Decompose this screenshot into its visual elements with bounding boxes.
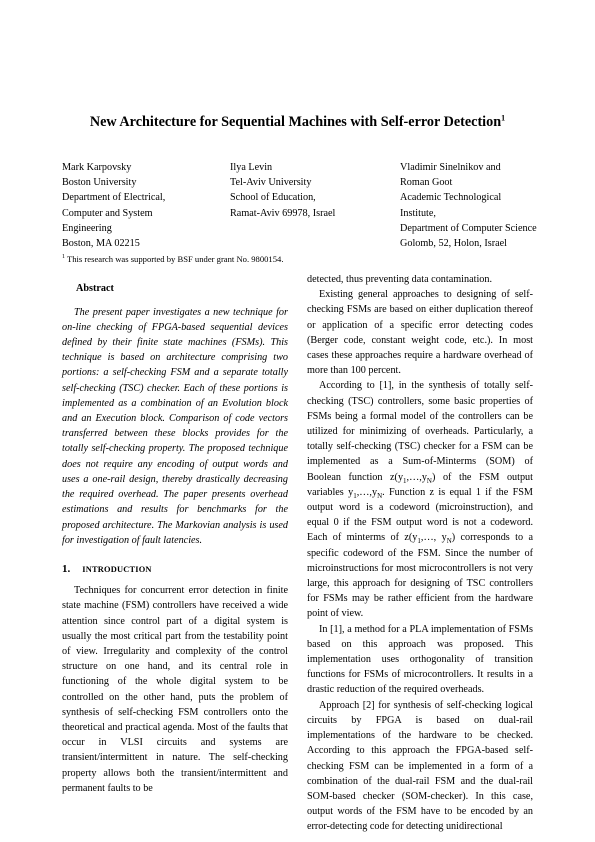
author-block-sinelnikov-goot bbox=[400, 160, 537, 251]
paragraph-approach-2: Approach [2] for synthesis of self-checking logical circuits by FPGA is based on dual-rail implementations of the hardware to be checked. According to this approach the FPGA-based self-checking FSM can be implemented in a form of a combination of the dual-rail FSM and the dual-rail SOM-based checker (SOM-checker). In this case, output words of the FSM have to be encoded by an error-detecting code for detecting unidirectional bbox=[307, 699, 533, 833]
author-line: Mark Karpovsky bbox=[62, 162, 132, 173]
author-line: School of Education, bbox=[230, 192, 316, 204]
author-line: Department of Electrical, bbox=[62, 192, 166, 204]
author-line: Department of Computer Science bbox=[400, 222, 537, 234]
author-line: Tel-Aviv University bbox=[230, 177, 312, 189]
author-line: Golomb, 52, Holon, Israel bbox=[400, 238, 507, 250]
footnote-mark: 1 bbox=[62, 254, 65, 260]
right-column bbox=[307, 272, 533, 835]
paper-title: New Architecture for Sequential Machines with Self-error Detection$^1$ bbox=[89, 113, 506, 130]
section-heading-introduction bbox=[62, 562, 288, 577]
paragraph-pla-method: In [1], a method for a PLA implementation of FSMs based on this approach was proposed. This implementation uses orthogonality of transition functions for FSMs of microcontrollers. It results in a drastic reduction of the required overheads. bbox=[307, 623, 533, 696]
section-number: 1. bbox=[62, 562, 71, 575]
author-line: Ramat-Aviv 69978, Israel bbox=[230, 207, 336, 219]
intro-paragraph-1: Techniques for concurrent error detection in finite state machine (FSM) controllers have received a wide attention since control part of a digital system is usually the most critical part from the testability point of view. Irregularity and complexity of the control structure on one hand, and its central role in functioning of the whole digital system to be controlled on the other hand, puts the problem of synthesis of self-checking FSM controllers onto the theoretical and practical agenda. Most of the faults that occur in VLSI circuits and systems are transient/intermittent in nature. The self-checking property allows both the transient/intermittent and permanent faults to be bbox=[62, 585, 288, 794]
abstract-text: The present paper investigates a new technique for on-line checking of FPGA-based sequential devices defined by their finite state machines (FSMs). This technique is based on architecture comprising two portions: a self-checking FSM and a separate totally self-checking (TSC) checker. Each of these portions is implemented as a combination of an Evolution block and an Execution block. Comparison of code vectors transferred between these blocks provides for the totally self-checking property. The proposed technique does not require any encoding of output words and uses a one-rail design, thereby drastically decreasing the required overhead. The paper presents overhead estimations and results for benchmarks for the proposed architecture. The Markovian analysis is used for investigation of fault latencies. bbox=[62, 306, 288, 546]
section-title: INTRODUCTION bbox=[82, 564, 152, 574]
author-line: Academic Technological bbox=[400, 192, 502, 204]
paragraph-continuation: detected, thus preventing data contamination. bbox=[307, 274, 493, 285]
paragraph-existing-approaches: Existing general approaches to designing of self-checking FSMs are based on either duplication thereof or application of a specific error detecting codes (Berger code, constant weight code, etc.). In most cases these approaches require a hardware overhead of more than 100 percent. bbox=[307, 289, 533, 377]
footnote: $^1$ This research was supported by BSF under grant No. 9800154. bbox=[62, 253, 284, 264]
author-block-levin bbox=[230, 160, 335, 221]
paragraph-according-to-1: According to [1], in the synthesis of totally self-checking (TSC) controllers, some basic properties of FSMs being a formal model of the controllers can be utilized for minimizing of overheads. Particularly, a totally self-checking (TSC) checker for a FSM can be implemented as a Sum-of-Minterms (SOM) of Boolean function $z(y_1,\dots,y_N)$ of the FSM output variables $y_1,\dots,y_N$. Function z is equal 1 if the FSM output word is a codeword (microinstruction), and equal 0 if the FSM output word is not a codeword. Each of minterms of $z(y_1,\dots$, $y_N$) corresponds to a specific codeword of the FSM. Since the number of microinstructions for most microcontrollers is not very large, this approach for designing of TSC controllers for FSMs may be rather efficient from the hardware point of view. bbox=[307, 380, 533, 620]
author-line: Institute, bbox=[400, 207, 436, 219]
author-line: Ilya Levin bbox=[230, 162, 273, 173]
left-column bbox=[62, 252, 288, 796]
author-line: Roman Goot bbox=[400, 177, 453, 189]
author-line: Vladimir Sinelnikov and bbox=[400, 162, 501, 173]
author-line: Boston, MA 02215 bbox=[62, 238, 140, 250]
title-footnote-mark: 1 bbox=[501, 113, 506, 123]
author-line: Boston University bbox=[62, 177, 137, 189]
author-block-karpovsky bbox=[62, 160, 165, 251]
abstract-heading: Abstract bbox=[76, 283, 114, 295]
author-line: Computer and System bbox=[62, 207, 153, 219]
author-line: Engineering bbox=[62, 222, 112, 234]
